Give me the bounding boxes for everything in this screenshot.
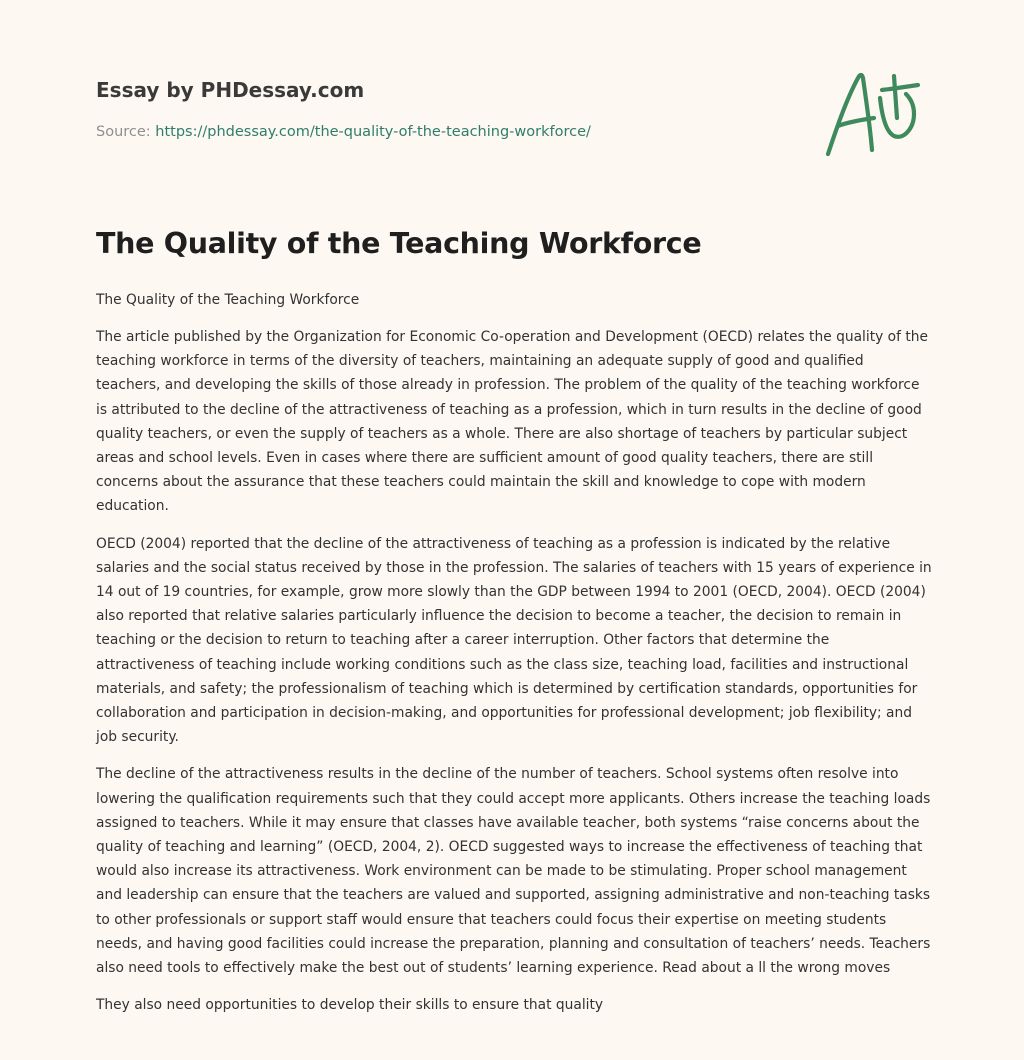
article-subtitle: The Quality of the Teaching Workforce [96, 292, 360, 308]
source-line [96, 124, 591, 140]
brand-title: Essay by PHDessay.com [96, 78, 365, 102]
source-label: Source: [96, 124, 151, 140]
source-link[interactable]: https://phdessay.com/the-quality-of-the-teaching-workforce/ [155, 124, 591, 140]
paragraph-2: OECD (2004) reported that the decline of the attractiveness of teaching as a profession is indicated by the relative salaries and the social status received by those in the profession. The salaries of teachers with 15 years of experience in 14 out of 19 countries, for example, grow more slowly than the GDP between 1994 to 2001 (OECD, 2004). OECD (2004) also reported that relative salaries particularly influence the decision to become a teacher, the decision to remain in teaching or the decision to return to teaching after a career interruption. Other factors that determine the attractiveness of teaching include working conditions such as the class size, teaching load, facilities and instructional materials, and safety; the professionalism of teaching which is determined by certification standards, opportunities for collaboration and participation in decision-making, and opportunities for professional development; job flexibility; and job security. [96, 535, 932, 746]
article-title: The Quality of the Teaching Workforce [96, 227, 702, 260]
related-essay-link[interactable]: Read about a ll the wrong moves [662, 960, 891, 977]
a-plus-grade-icon [822, 70, 926, 162]
paragraph-3-text: The decline of the attractiveness results in the decline of the number of teachers. School systems often resolve into lowering the qualification requirements such that they could accept more applicants. Others increase the teaching loads assigned to teachers. While it may ensure that classes have available teacher, both systems “raise concerns about the quality of teaching and learning” (OECD, 2004, 2). OECD suggested ways to increase the effectiveness of teaching that would also increase its attractiveness. Work environment can be made to be stimulating. Proper school management and leadership can ensure that the teachers are valued and supported, assigning administrative and non-teaching tasks to other professionals or support staff would ensure that teachers could focus their expertise on meeting students needs, and having good facilities could increase the preparation, planning and consultation of teachers’ needs. Teachers also need tools to effectively make the best out of students’ learning experience. [96, 766, 931, 977]
article [96, 224, 932, 1030]
paragraph-3 [96, 762, 932, 980]
essay-header [96, 74, 928, 184]
paragraph-4: They also need opportunities to develop their skills to ensure that quality [96, 997, 604, 1014]
paragraph-1: The article published by the Organization for Economic Co-operation and Development (OECD) relates the quality of the teaching workforce in terms of the diversity of teachers, maintaining an adequate supply of good and qualified teachers, and developing the skills of those already in profession. The problem of the quality of the teaching workforce is attributed to the decline of the attractiveness of teaching as a profession, which in turn results in the decline of good quality teachers, or even the supply of teachers as a whole. There are also shortage of teachers by particular subject areas and school levels. Even in cases where there are sufficient amount of good quality teachers, there are still concerns about the assurance that these teachers could maintain the skill and knowledge to cope with modern education. [96, 329, 928, 515]
